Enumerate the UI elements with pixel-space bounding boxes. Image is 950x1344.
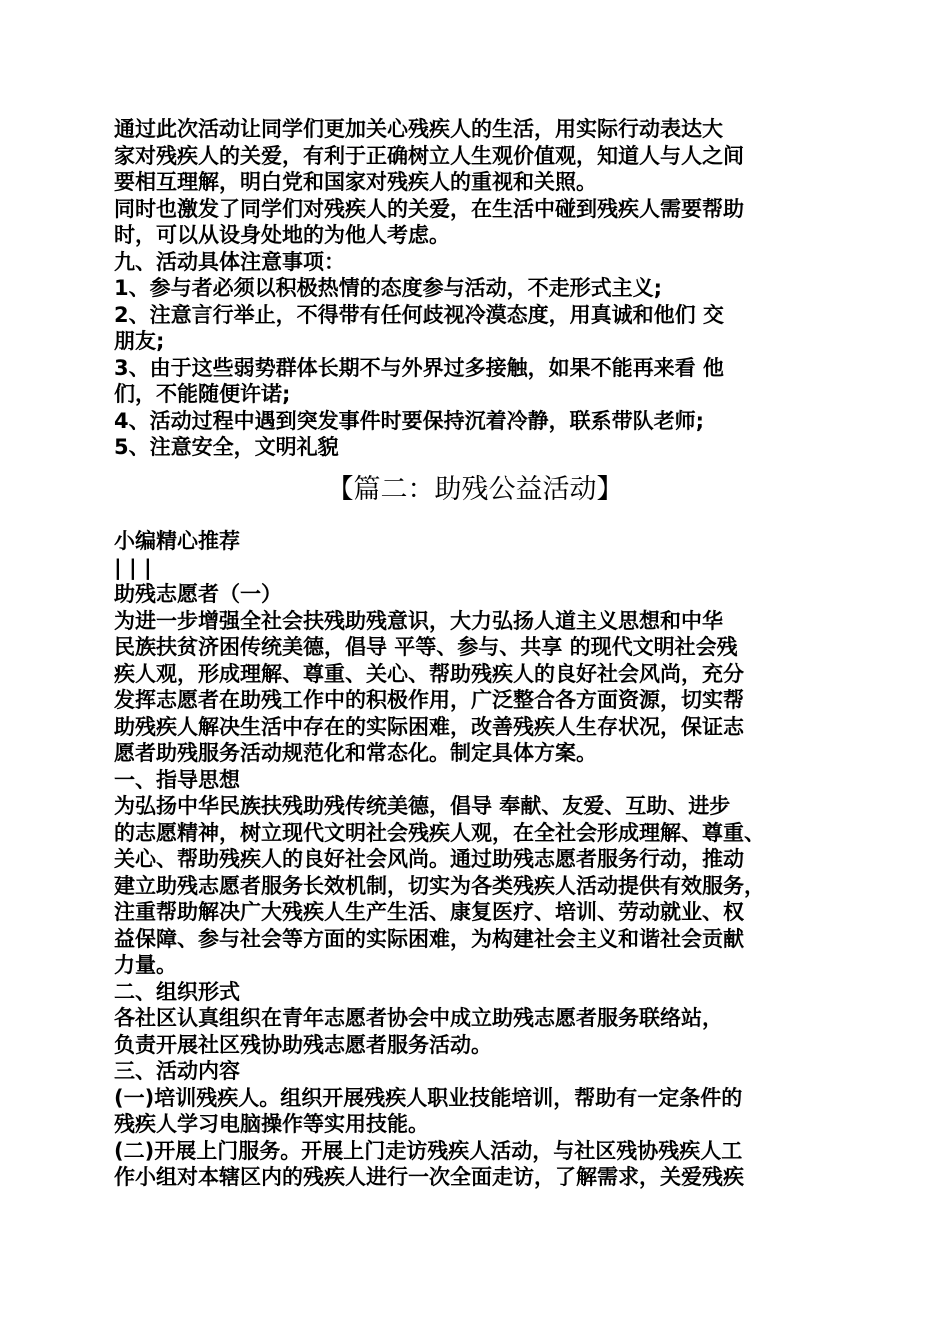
text-line: 力量。 xyxy=(114,953,177,977)
text-line: 通过此次活动让同学们更加关心残疾人的生活，用实际行动表达大 xyxy=(114,117,723,141)
text-line: 助残疾人解决生活中存在的实际困难，改善残疾人生存状况，保证志 xyxy=(114,714,744,739)
text-line: 各社区认真组织在青年志愿者协会中成立助残志愿者服务联络站， xyxy=(114,1006,723,1030)
text-line: 疾人观，形成理解、尊重、关心、帮助残疾人的良好社会风尚，充分 xyxy=(114,661,744,686)
text-line: 益保障、参与社会等方面的实际困难，为构建社会主义和谐社会贡献 xyxy=(114,926,744,951)
text-line: 同时也激发了同学们对残疾人的关爱，在生活中碰到残疾人需要帮助 xyxy=(114,196,744,221)
separator-marks: | | | xyxy=(114,555,152,580)
list-item: (一)培训残疾人。组织开展残疾人职业技能培训，帮助有一定条件的 xyxy=(114,1085,743,1110)
text-line: 注重帮助解决广大残疾人生产生活、康复医疗、培训、劳动就业、权 xyxy=(114,900,744,924)
text-line: 家对残疾人的关爱，有利于正确树立人生观价值观，知道人与人之间 xyxy=(114,143,744,168)
subsection-title: 助残志愿者（一） xyxy=(114,582,282,606)
text-line: 愿者助残服务活动规范化和常态化。制定具体方案。 xyxy=(114,741,597,765)
text-line: 要相互理解，明白党和国家对残疾人的重视和关照。 xyxy=(114,170,597,194)
recommend-label: 小编精心推荐 xyxy=(114,529,240,553)
text-line: 负责开展社区残协助残志愿者服务活动。 xyxy=(114,1032,492,1057)
text-line: 为弘扬中华民族扶残助残传统美德，倡导 奉献、友爱、互助、进步 xyxy=(114,794,731,818)
section-heading-guiding-ideology: 一、指导思想 xyxy=(114,767,240,792)
list-item: 2、注意言行举止，不得带有任何歧视冷漠态度，用真诚和他们 交 xyxy=(114,302,724,327)
text-line: 的志愿精神，树立现代文明社会残疾人观，在全社会形成理解、尊重、 xyxy=(114,820,765,845)
list-item: (二)开展上门服务。开展上门走访残疾人活动，与社区残协残疾人工 xyxy=(114,1138,743,1163)
text-line: 民族扶贫济困传统美德，倡导 平等、参与、共享 的现代文明社会残 xyxy=(114,635,738,659)
text-line: 残疾人学习电脑操作等实用技能。 xyxy=(114,1112,429,1136)
list-item: 3、由于这些弱势群体长期不与外界过多接触，如果不能再来看 他 xyxy=(114,355,724,380)
section-2-body xyxy=(114,528,844,1191)
text-line: 发挥志愿者在助残工作中的积极作用，广泛整合各方面资源，切实帮 xyxy=(114,688,744,712)
section-1-body xyxy=(114,116,844,461)
section-heading-activities: 三、活动内容 xyxy=(114,1059,240,1083)
text-line: 关心、帮助残疾人的良好社会风尚。通过助残志愿者服务行动，推动 xyxy=(114,847,744,871)
list-item: 4、活动过程中遇到突发事件时要保持沉着冷静，联系带队老师; xyxy=(114,408,705,433)
section-heading-precautions: 九、活动具体注意事项： xyxy=(114,249,345,274)
text-line: 们，不能随便许诺; xyxy=(114,382,291,406)
article-heading: 【篇二：助残公益活动】 xyxy=(326,474,624,505)
list-item: 1、参与者必须以积极热情的态度参与活动，不走形式主义; xyxy=(114,276,663,300)
list-item: 5、注意安全，文明礼貌 xyxy=(114,435,339,459)
text-line: 朋友; xyxy=(114,329,165,353)
text-line: 建立助残志愿者服务长效机制，切实为各类残疾人活动提供有效服务， xyxy=(114,873,765,898)
section-heading-organization: 二、组织形式 xyxy=(114,979,240,1004)
text-line: 时，可以从设身处地的为他人考虑。 xyxy=(114,223,450,247)
text-line: 为进一步增强全社会扶残助残意识，大力弘扬人道主义思想和中华 xyxy=(114,608,723,633)
text-line: 作小组对本辖区内的残疾人进行一次全面走访，了解需求，关爱残疾 xyxy=(114,1165,744,1189)
